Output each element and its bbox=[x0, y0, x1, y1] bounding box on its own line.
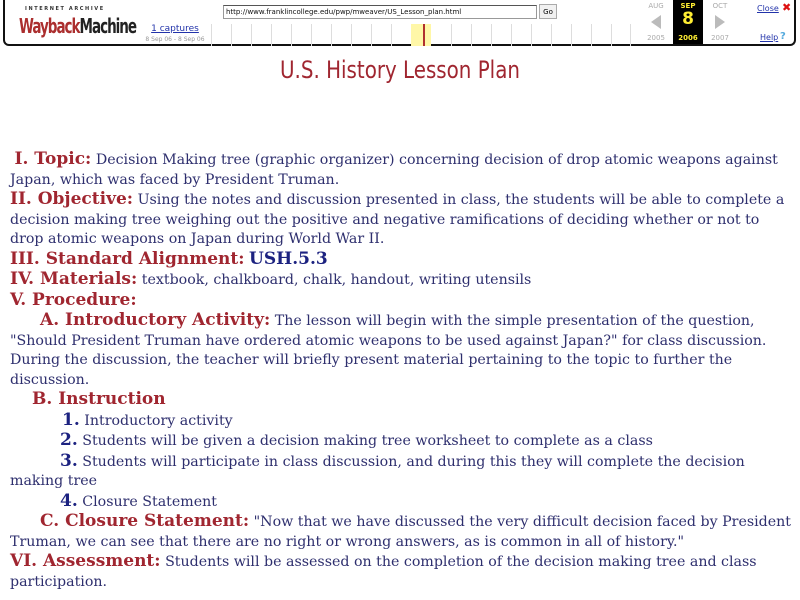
intro-activity-section bbox=[10, 311, 795, 390]
captures-link[interactable]: 1 captures bbox=[151, 24, 199, 34]
standard-section bbox=[10, 250, 795, 271]
instruction-item bbox=[10, 452, 795, 492]
procedure-section bbox=[10, 291, 795, 312]
materials-heading: IV. Materials: bbox=[10, 269, 138, 289]
intro-activity-heading: A. Introductory Activity: bbox=[40, 310, 271, 330]
instruction-heading: B. Instruction bbox=[32, 389, 166, 409]
timeline-tick bbox=[271, 24, 272, 46]
timeline-tick bbox=[571, 24, 572, 46]
instruction-item-text: Introductory activity bbox=[84, 412, 233, 429]
standard-heading: III. Standard Alignment: bbox=[10, 248, 245, 269]
next-arrow-icon[interactable] bbox=[715, 15, 725, 29]
instruction-item-number: 1. bbox=[62, 409, 80, 430]
closure-heading: C. Closure Statement: bbox=[40, 511, 250, 531]
url-input[interactable]: http://www.franklincollege.edu/pwp/mweaver/US_Lesson_plan.html bbox=[223, 5, 537, 19]
intro-activity-text: The lesson will begin with the simple presentation of the question, "Should President Truman have ordered atomic weapons to be used against Japan?" for class discussion. During the discussion, the teacher will briefly present material pertaining to the topic to further the discussion. bbox=[10, 313, 767, 388]
timeline-capture-marker[interactable] bbox=[423, 24, 425, 46]
timeline-tick bbox=[231, 24, 232, 46]
timeline-tick bbox=[531, 24, 532, 46]
wayback-logo[interactable] bbox=[19, 6, 137, 40]
timeline-tick bbox=[211, 24, 212, 46]
captures-info bbox=[139, 24, 211, 43]
timeline-tick bbox=[371, 24, 372, 46]
captures-range: 8 Sep 06 - 8 Sep 06 bbox=[145, 36, 205, 43]
close-icon[interactable]: ✖ bbox=[782, 1, 792, 14]
go-button[interactable]: Go bbox=[539, 4, 557, 19]
timeline-tick bbox=[511, 24, 512, 46]
assessment-section bbox=[10, 552, 795, 592]
materials-text: textbook, chalkboard, chalk, handout, writing utensils bbox=[141, 272, 532, 288]
closure-text: "Now that we have discussed the very difficult decision faced by President Truman, we can see that there are no right or wrong answers, as is common in all of history." bbox=[10, 514, 791, 550]
standard-value: USH.5.3 bbox=[249, 248, 328, 269]
timeline-tick bbox=[331, 24, 332, 46]
timeline-tick bbox=[351, 24, 352, 46]
instruction-item-text: Students will participate in class discussion, and during this they will complete the decision making tree bbox=[10, 453, 745, 489]
wayback-machine-wordmark: WaybackMachine bbox=[19, 14, 137, 39]
prev-year-label: 2005 bbox=[647, 34, 665, 42]
instruction-item bbox=[10, 492, 795, 513]
timeline-tick bbox=[591, 24, 592, 46]
help-icon[interactable]: ? bbox=[780, 31, 786, 42]
close-link[interactable]: Close bbox=[757, 4, 779, 13]
next-year-label: 2007 bbox=[711, 34, 729, 42]
objective-text: Using the notes and discussion presented in class, the students will be able to complete a decision making tree weighing out the positive and negative ramifications of deciding whether or not to drop atomic weapons on Japan during World War II. bbox=[10, 192, 785, 247]
objective-section bbox=[10, 190, 795, 250]
timeline-current-month bbox=[411, 24, 431, 46]
prev-month-column[interactable] bbox=[641, 0, 671, 44]
procedure-heading: V. Procedure: bbox=[10, 289, 137, 310]
prev-month-label: AUG bbox=[648, 2, 664, 10]
current-day-label: 8 bbox=[682, 9, 694, 29]
topic-text: Decision Making tree (graphic organizer) concerning decision of drop atomic weapons against Japan, which was faced by President Truman. bbox=[10, 152, 778, 188]
wayback-toolbar bbox=[3, 0, 796, 46]
timeline-tick bbox=[471, 24, 472, 46]
timeline-tick bbox=[451, 24, 452, 46]
instruction-item-number: 3. bbox=[60, 450, 78, 471]
topic-heading: I. Topic: bbox=[14, 149, 92, 169]
capture-timeline[interactable] bbox=[211, 24, 631, 46]
current-year-label: 2006 bbox=[678, 34, 698, 42]
instruction-section bbox=[10, 390, 795, 411]
assessment-text: Students will be assessed on the completion of the decision making tree and class participation. bbox=[10, 554, 757, 590]
timeline-tick bbox=[311, 24, 312, 46]
instruction-item-text: Students will be given a decision making tree worksheet to complete as a class bbox=[82, 433, 653, 449]
instruction-item-text: Closure Statement bbox=[82, 493, 217, 510]
next-month-label: OCT bbox=[712, 2, 728, 10]
lesson-plan-body bbox=[10, 150, 795, 592]
timeline-tick bbox=[291, 24, 292, 46]
instruction-item-number: 2. bbox=[60, 430, 78, 450]
timeline-tick bbox=[630, 24, 631, 46]
timeline-tick bbox=[491, 24, 492, 46]
assessment-heading: VI. Assessment: bbox=[10, 551, 161, 571]
timeline-tick bbox=[551, 24, 552, 46]
timeline-tick bbox=[251, 24, 252, 46]
instruction-item-number: 4. bbox=[60, 490, 78, 511]
internet-archive-label: INTERNET ARCHIVE bbox=[25, 6, 105, 12]
instruction-item bbox=[10, 411, 795, 432]
page-title: U.S. History Lesson Plan bbox=[280, 56, 520, 84]
help-link[interactable]: Help bbox=[760, 33, 779, 42]
closure-section bbox=[10, 512, 795, 552]
objective-heading: II. Objective: bbox=[10, 189, 134, 209]
prev-arrow-icon[interactable] bbox=[651, 15, 661, 29]
current-date-column bbox=[673, 0, 703, 44]
toolbar-links bbox=[757, 0, 797, 44]
current-month-label: SEP bbox=[680, 2, 696, 10]
materials-section bbox=[10, 270, 795, 291]
topic-section bbox=[10, 150, 795, 190]
instruction-item bbox=[10, 431, 795, 452]
timeline-tick bbox=[611, 24, 612, 46]
next-month-column[interactable] bbox=[705, 0, 735, 44]
timeline-tick bbox=[391, 24, 392, 46]
date-navigator bbox=[641, 0, 751, 44]
